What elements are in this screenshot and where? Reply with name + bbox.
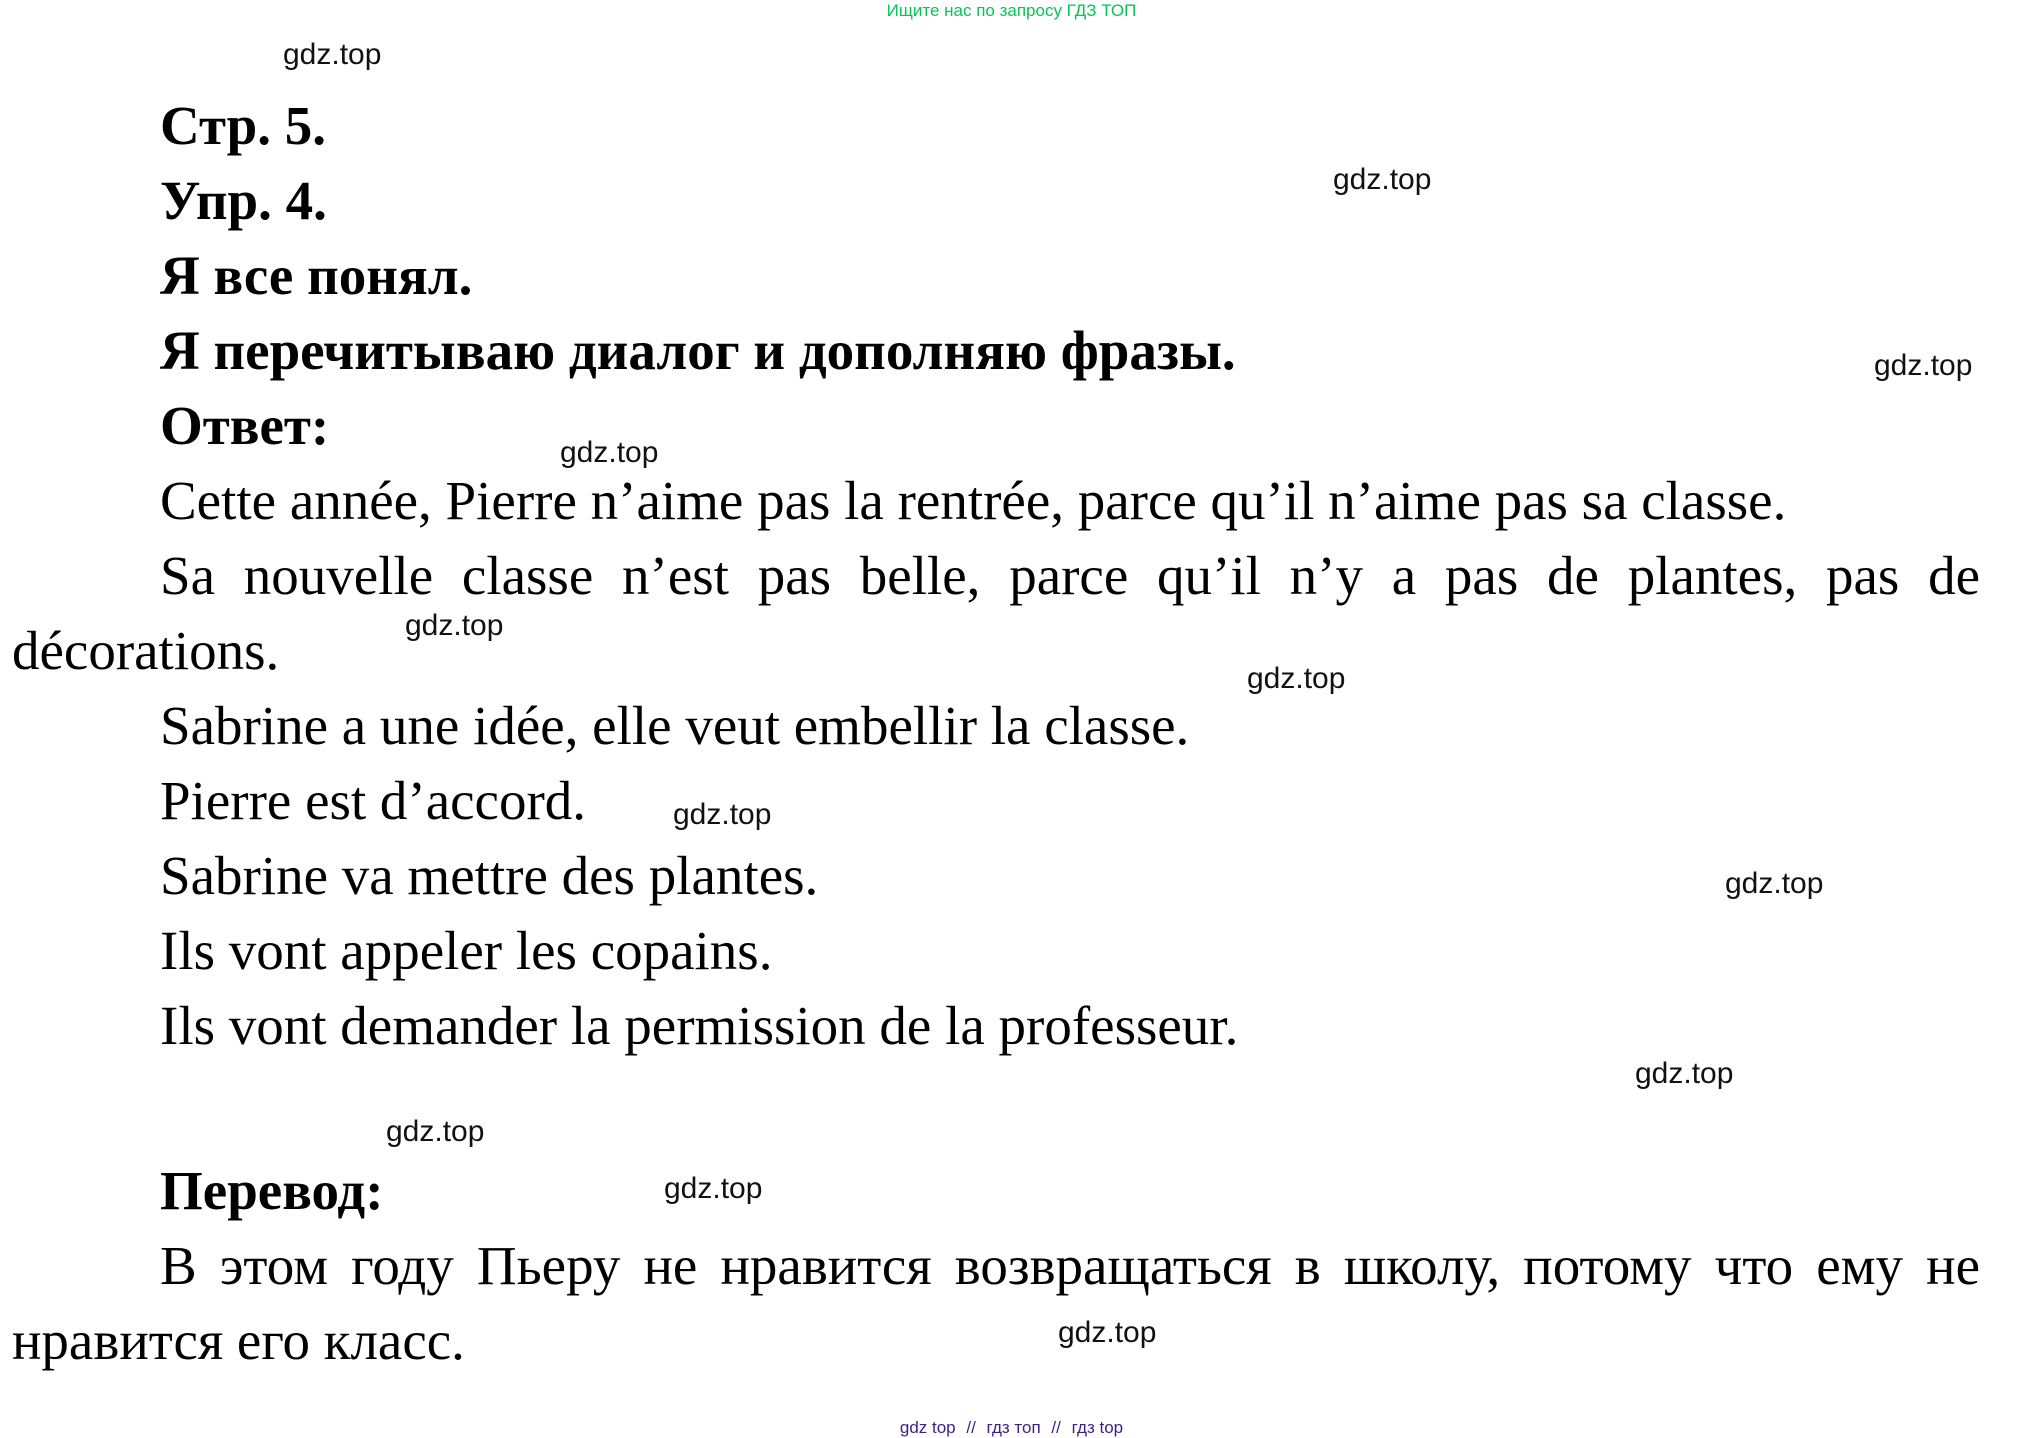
task-heading: Я перечитываю диалог и дополняю фразы. xyxy=(160,320,1236,381)
watermark: gdz.top xyxy=(664,1172,763,1205)
page-number-heading: Стр. 5. xyxy=(160,95,327,156)
answer-line: Pierre est d’accord. xyxy=(160,770,587,831)
exercise-heading: Упр. 4. xyxy=(160,170,327,231)
footer-link[interactable]: гдз топ xyxy=(986,1418,1041,1437)
watermark: gdz.top xyxy=(405,609,504,642)
watermark: gdz.top xyxy=(560,436,659,469)
understood-heading: Я все понял. xyxy=(160,245,473,306)
watermark: gdz.top xyxy=(283,38,382,71)
top-banner: Ищите нас по запросу ГДЗ ТОП xyxy=(886,1,1137,20)
watermark: gdz.top xyxy=(386,1115,485,1148)
answer-heading: Ответ: xyxy=(160,395,330,456)
translation-heading: Перевод: xyxy=(160,1160,384,1221)
footer-link[interactable]: гдз top xyxy=(1071,1418,1124,1437)
footer-separator: // xyxy=(966,1418,976,1437)
answer-line: Ils vont appeler les copains. xyxy=(160,920,773,981)
footer-separator: // xyxy=(1051,1418,1061,1437)
footer-links xyxy=(0,1418,2023,1438)
watermark: gdz.top xyxy=(673,798,772,831)
answer-line: Cette année, Pierre n’aime pas la rentrée, parce qu’il n’aime pas sa classe. xyxy=(160,470,1787,531)
translation-paragraph: В этом году Пьеру не нравится возвращаться в школу, потому что ему не нравится его класс. xyxy=(12,1235,1980,1371)
watermark: gdz.top xyxy=(1725,867,1824,900)
watermark: gdz.top xyxy=(1058,1316,1157,1349)
watermark: gdz.top xyxy=(1635,1057,1734,1090)
watermark: gdz.top xyxy=(1333,163,1432,196)
answer-line: Ils vont demander la permission de la professeur. xyxy=(160,995,1239,1056)
document-body xyxy=(12,88,1980,1378)
watermark: gdz.top xyxy=(1247,662,1346,695)
answer-line: Sabrine va mettre des plantes. xyxy=(160,845,819,906)
answer-line: Sabrine a une idée, elle veut embellir la classe. xyxy=(160,695,1190,756)
footer-link[interactable]: gdz top xyxy=(899,1418,956,1437)
answer-line: Sa nouvelle classe n’est pas belle, parce qu’il n’y a pas de plantes, pas de décorations. xyxy=(12,545,1980,681)
watermark: gdz.top xyxy=(1874,349,1973,382)
